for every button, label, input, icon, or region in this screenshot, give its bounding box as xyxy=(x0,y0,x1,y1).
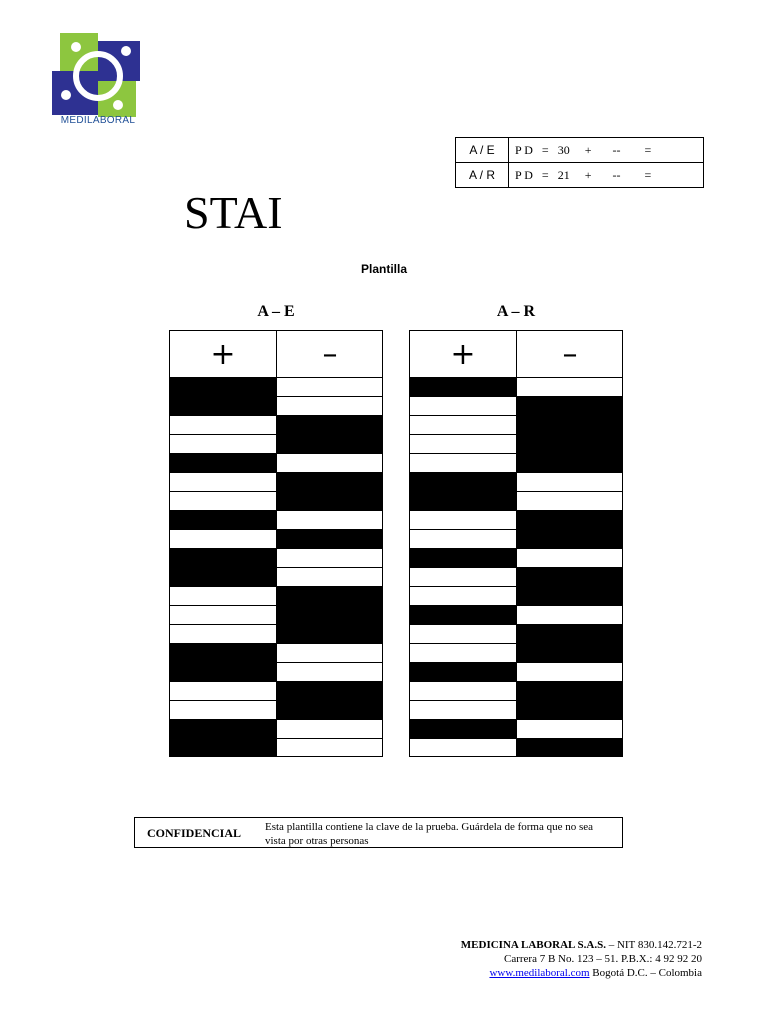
plus-column xyxy=(410,331,516,756)
grid-cell xyxy=(517,549,623,568)
pd-value: 30 xyxy=(557,142,570,157)
plus-header: + xyxy=(170,331,276,378)
grid-cell xyxy=(410,739,516,756)
plus-header: + xyxy=(410,331,516,378)
grid-cell xyxy=(277,530,383,549)
footer-web-line xyxy=(461,966,702,980)
grid-cell xyxy=(170,435,276,454)
grid-cell xyxy=(277,549,383,568)
grid-cell xyxy=(277,492,383,511)
pd-text: P D xyxy=(515,167,533,182)
page-subtitle: Plantilla xyxy=(360,262,407,276)
grid-cell xyxy=(410,511,516,530)
grid-cell xyxy=(410,435,516,454)
pd-eq: = xyxy=(541,142,549,157)
grid-cell xyxy=(170,625,276,644)
pd-label: A / R xyxy=(456,163,509,188)
grid-cell xyxy=(170,701,276,720)
grid-cell xyxy=(170,530,276,549)
grid-cell xyxy=(517,473,623,492)
grid-cell xyxy=(410,568,516,587)
pd-label: A / E xyxy=(456,138,509,163)
grid-cell xyxy=(410,663,516,682)
grid-cell xyxy=(277,701,383,720)
grid-cell xyxy=(277,435,383,454)
footer-nit: – NIT 830.142.721-2 xyxy=(605,939,702,951)
grid-cell xyxy=(170,378,276,397)
grid-cell xyxy=(517,454,623,473)
confidential-box xyxy=(134,817,623,848)
footer xyxy=(461,938,702,980)
grid-cell xyxy=(410,473,516,492)
grid-cell xyxy=(277,568,383,587)
grid-cell xyxy=(410,587,516,606)
footer-company: MEDICINA LABORAL S.A.S. xyxy=(460,939,606,951)
pd-eq: = xyxy=(541,167,549,182)
website-link[interactable]: www.medilaboral.com xyxy=(489,967,590,979)
grid-cell xyxy=(410,625,516,644)
footer-city: Bogotá D.C. – Colombia xyxy=(589,967,702,979)
grid-cell xyxy=(277,720,383,739)
grid-cell xyxy=(517,682,623,701)
medilaboral-logo xyxy=(52,28,144,128)
pd-row-ae xyxy=(456,138,704,163)
pd-dashes: -- xyxy=(612,142,621,157)
grid-cell xyxy=(410,378,516,397)
grid-cell xyxy=(517,625,623,644)
grid-cell xyxy=(170,739,276,756)
grid-cell xyxy=(517,701,623,720)
grid-cell xyxy=(410,454,516,473)
grid-cell xyxy=(410,606,516,625)
grid-cell xyxy=(277,663,383,682)
grid-cell xyxy=(170,682,276,701)
grid-cell xyxy=(410,416,516,435)
grid-cell xyxy=(410,644,516,663)
grid-cell xyxy=(517,606,623,625)
grid-cell xyxy=(517,644,623,663)
grid-cell xyxy=(170,473,276,492)
grid-title-ar: A – R xyxy=(496,303,536,320)
grid-cell xyxy=(517,739,623,756)
pd-plus: + xyxy=(584,142,592,157)
page-title: STAI xyxy=(184,187,283,238)
pd-row-ar xyxy=(456,163,704,188)
grid-cell xyxy=(277,644,383,663)
grid-cell xyxy=(517,397,623,416)
grid-cell xyxy=(170,492,276,511)
grid-cell xyxy=(170,549,276,568)
grid-cell xyxy=(277,511,383,530)
grid-cell xyxy=(517,663,623,682)
grid-cell xyxy=(170,416,276,435)
grid-cell xyxy=(277,473,383,492)
minus-column xyxy=(516,331,623,756)
grid-cell xyxy=(277,416,383,435)
grid-cell xyxy=(170,587,276,606)
pd-eq2: = xyxy=(644,142,652,157)
footer-company-line xyxy=(461,938,702,952)
grid-cell xyxy=(170,454,276,473)
pd-value: 21 xyxy=(557,167,570,182)
grid-cell xyxy=(277,397,383,416)
grid-cell xyxy=(517,530,623,549)
grid-cell xyxy=(410,720,516,739)
pd-eq2: = xyxy=(644,167,652,182)
grid-cell xyxy=(410,549,516,568)
grid-cell xyxy=(517,435,623,454)
grid-cell xyxy=(170,644,276,663)
grid-cell xyxy=(277,606,383,625)
grid-cell xyxy=(517,568,623,587)
grid-cell xyxy=(517,720,623,739)
grid-cell xyxy=(410,701,516,720)
grid-cell xyxy=(410,492,516,511)
confidential-text: Esta plantilla contiene la clave de la prueba. Guárdela de forma que no sea vista por otras personas xyxy=(265,821,594,847)
grid-cell xyxy=(410,530,516,549)
plus-column xyxy=(170,331,276,756)
grid-cell xyxy=(517,378,623,397)
grid-cell xyxy=(170,568,276,587)
grid-cell xyxy=(277,587,383,606)
grid-cell xyxy=(410,682,516,701)
grid-cell xyxy=(517,587,623,606)
grid-cell xyxy=(410,397,516,416)
grid-cell xyxy=(277,682,383,701)
pd-text: P D xyxy=(515,142,533,157)
grid-cell xyxy=(170,720,276,739)
minus-header: – xyxy=(277,331,383,378)
pd-formula xyxy=(509,163,704,188)
pd-formula xyxy=(509,138,704,163)
confidential-label: CONFIDENCIAL xyxy=(147,826,242,840)
pd-plus: + xyxy=(584,167,592,182)
pd-dashes: -- xyxy=(612,167,621,182)
grid-cell xyxy=(277,454,383,473)
pd-score-table xyxy=(455,137,704,188)
logo-text: MEDILABORAL xyxy=(60,115,136,126)
footer-address: Carrera 7 B No. 123 – 51. P.B.X.: 4 92 92 20 xyxy=(504,953,702,965)
grid-title-ae: A – E xyxy=(257,303,295,320)
grid-cell xyxy=(277,739,383,756)
grid-cell xyxy=(517,511,623,530)
grid-cell xyxy=(517,416,623,435)
grid-cell xyxy=(277,378,383,397)
grid-cell xyxy=(170,397,276,416)
grid-cell xyxy=(170,606,276,625)
grid-cell xyxy=(170,663,276,682)
grid-cell xyxy=(277,625,383,644)
answer-grid-ae xyxy=(169,330,383,757)
answer-grid-ar xyxy=(409,330,623,757)
grid-cell xyxy=(517,492,623,511)
minus-column xyxy=(276,331,383,756)
minus-header: – xyxy=(517,331,623,378)
grid-cell xyxy=(170,511,276,530)
